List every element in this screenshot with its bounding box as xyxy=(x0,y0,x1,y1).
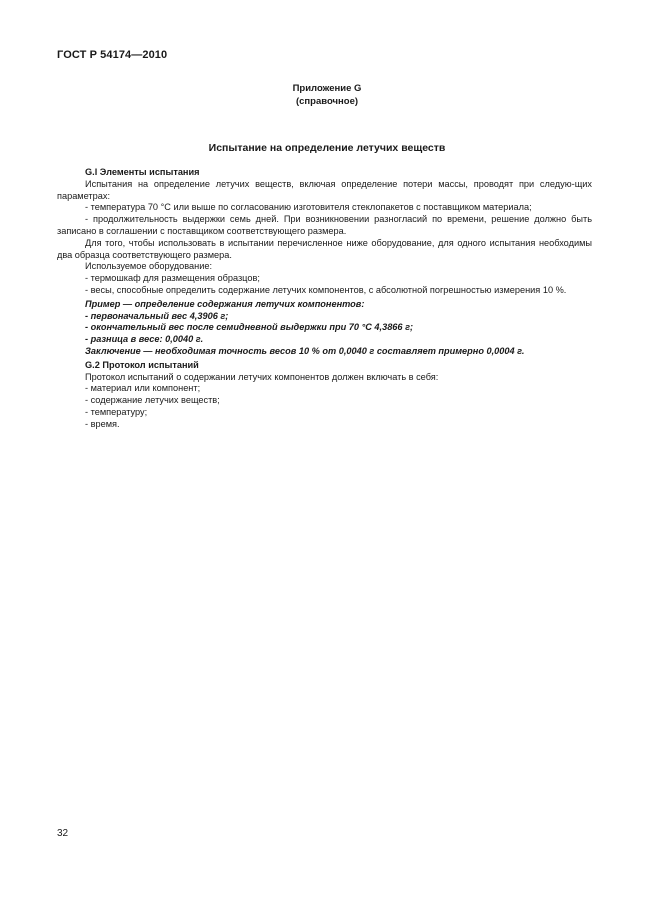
list-item: - материал или компонент; xyxy=(85,383,201,394)
example-item: - первоначальный вес 4,3906 г; xyxy=(85,310,229,321)
appendix-heading xyxy=(0,82,646,108)
example-item: - окончательный вес после семидневной выдержки при 70 °С 4,3866 г; xyxy=(85,322,414,333)
section-g2-heading: G.2 Протокол испытаний xyxy=(85,359,199,370)
list-item: - продолжительность выдержки семь дней. При возникновении разногласий по времени, решение должно быть записано в соглашении с поставщиком соответствующего размера. xyxy=(57,214,592,236)
example-item: - разница в весе: 0,0040 г. xyxy=(85,334,204,345)
appendix-title: Приложение G xyxy=(292,83,362,94)
list-item: - весы, способные определить содержание летучих компонентов, с абсолютной погрешностью измерения 10 %. xyxy=(85,284,567,295)
paragraph: Для того, чтобы использовать в испытании перечисленное ниже оборудование, для одного испытания необходимы два образца соответствующего размера. xyxy=(57,237,592,260)
document-body xyxy=(57,167,592,431)
list-item: - термошкаф для размещения образцов; xyxy=(85,273,260,284)
list-item: - температуру; xyxy=(85,406,148,417)
example-heading: Пример — определение содержания летучих компонентов: xyxy=(85,298,365,309)
list-item: - время. xyxy=(85,418,120,429)
page-title: Испытание на определение летучих веществ xyxy=(208,142,446,154)
example-conclusion: Заключение — необходимая точность весов 10 % от 0,0040 г составляет примерно 0,0004 г. xyxy=(85,345,525,356)
paragraph: Используемое оборудование: xyxy=(85,261,213,272)
paragraph: Протокол испытаний о содержании летучих компонентов должен включать в себя: xyxy=(85,371,439,382)
page-number: 32 xyxy=(57,828,69,839)
paragraph: Испытания на определение летучих веществ, включая определение потери массы, проводят при следую-щих параметрах: xyxy=(57,178,592,201)
appendix-subtitle: (справочное) xyxy=(295,96,359,107)
standard-code: ГОСТ Р 54174—2010 xyxy=(57,49,168,61)
list-item: - температура 70 °С или выше по согласованию изготовителя стеклопакетов с поставщиком материала; xyxy=(85,202,532,213)
list-item: - содержание летучих веществ; xyxy=(85,395,220,406)
section-g1-heading: G.l Элементы испытания xyxy=(85,167,200,177)
